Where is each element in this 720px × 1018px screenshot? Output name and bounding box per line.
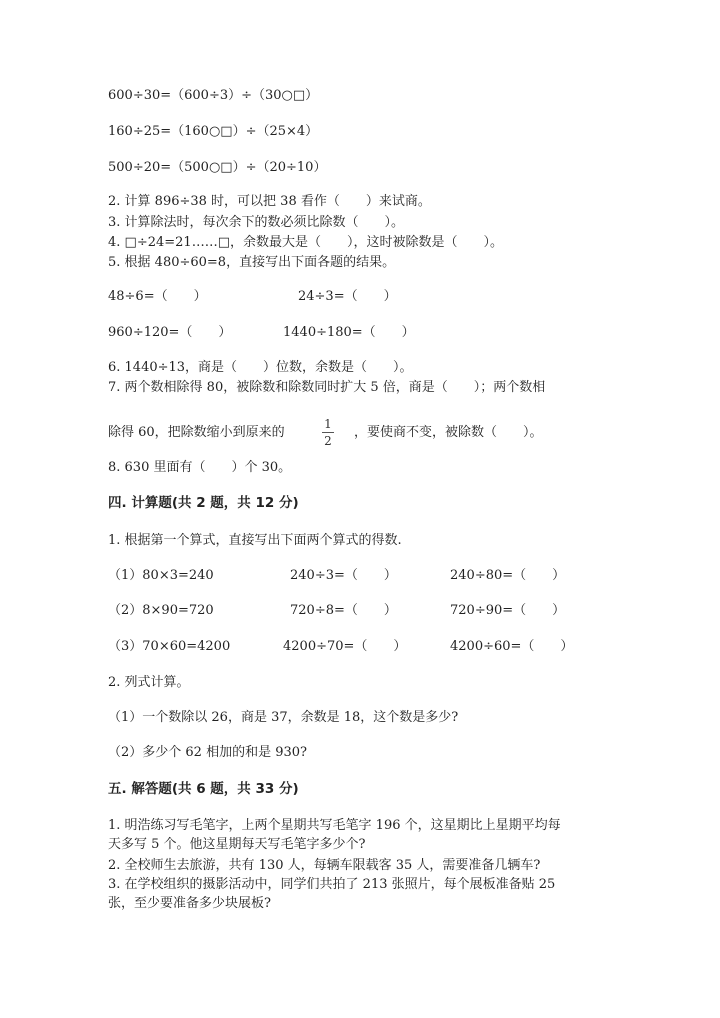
calc-row-2-given: （2）8×90=720: [108, 603, 214, 618]
list-calc-item-2: （2）多少个 62 相加的和是 930?: [108, 745, 307, 760]
calc-row-3-given: （3）70×60=4200: [108, 639, 231, 654]
section-5-question-1-line-1: 1. 明浩练习写毛笔字，上两个星期共写毛笔字 196 个，这星期比上星期平均每: [108, 818, 561, 833]
top-expr-2: 160÷25=（160○□）÷（25×4）: [108, 124, 319, 139]
question-2: 2. 计算 896÷38 时，可以把 38 看作（ ）来试商。: [108, 194, 431, 209]
top-expr-1: 600÷30=（600÷3）÷（30○□）: [108, 88, 319, 103]
section-5-question-1-line-2: 天多写 5 个。他这星期每天写毛笔字多少个?: [108, 837, 366, 852]
question-3: 3. 计算除法时，每次余下的数必须比除数（ ）。: [108, 215, 405, 230]
question-7-line-2b: ，要使商不变，被除数（ ）。: [354, 425, 543, 440]
section-5-question-3-line-2: 张，至少要准备多少块展板?: [108, 896, 271, 911]
section-4-heading: 四. 计算题(共 2 题，共 12 分): [108, 495, 299, 511]
fraction-one-half: [320, 417, 336, 448]
fraction-bar: [322, 432, 334, 433]
question-7-line-1: 7. 两个数相除得 80，被除数和除数同时扩大 5 倍，商是（ ）；两个数相: [108, 380, 546, 395]
calc-row-2-a: 720÷8=（ ）: [290, 603, 397, 618]
q5-item-3: 960÷120=（ ）: [108, 325, 232, 340]
question-5: 5. 根据 480÷60=8，直接写出下面各题的结果。: [108, 255, 396, 270]
section-5-question-2: 2. 全校师生去旅游，共有 130 人，每辆车限载客 35 人，需要准备几辆车?: [108, 858, 541, 873]
calc-row-1-given: （1）80×3=240: [108, 568, 214, 583]
q5-item-1: 48÷6=（ ）: [108, 289, 207, 304]
calc-row-1-a: 240÷3=（ ）: [290, 568, 397, 583]
section-5-heading: 五. 解答题(共 6 题，共 33 分): [108, 781, 299, 797]
question-4: 4. □÷24=21……□，余数最大是（ ），这时被除数是（ ）。: [108, 235, 503, 250]
top-expr-3: 500÷20=（500○□）÷（20÷10）: [108, 160, 327, 175]
fraction-numerator: 1: [324, 417, 332, 431]
fraction-denominator: 2: [324, 434, 332, 448]
section-4-question-2: 2. 列式计算。: [108, 675, 190, 690]
calc-row-2-b: 720÷90=（ ）: [450, 603, 566, 618]
section-4-question-1: 1. 根据第一个算式，直接写出下面两个算式的得数.: [108, 533, 402, 548]
q5-item-2: 24÷3=（ ）: [298, 289, 397, 304]
calc-row-3-a: 4200÷70=（ ）: [283, 639, 407, 654]
section-5-question-3-line-1: 3. 在学校组织的摄影活动中，同学们共拍了 213 张照片，每个展板准备贴 25: [108, 877, 556, 892]
q5-item-4: 1440÷180=（ ）: [283, 325, 415, 340]
question-7-line-2a: 除得 60，把除数缩小到原来的: [108, 425, 285, 440]
calc-row-3-b: 4200÷60=（ ）: [450, 639, 574, 654]
calc-row-1-b: 240÷80=（ ）: [450, 568, 566, 583]
question-6: 6. 1440÷13，商是（ ）位数，余数是（ ）。: [108, 360, 413, 375]
question-8: 8. 630 里面有（ ）个 30。: [108, 460, 292, 475]
list-calc-item-1: （1）一个数除以 26，商是 37，余数是 18，这个数是多少?: [108, 710, 459, 725]
